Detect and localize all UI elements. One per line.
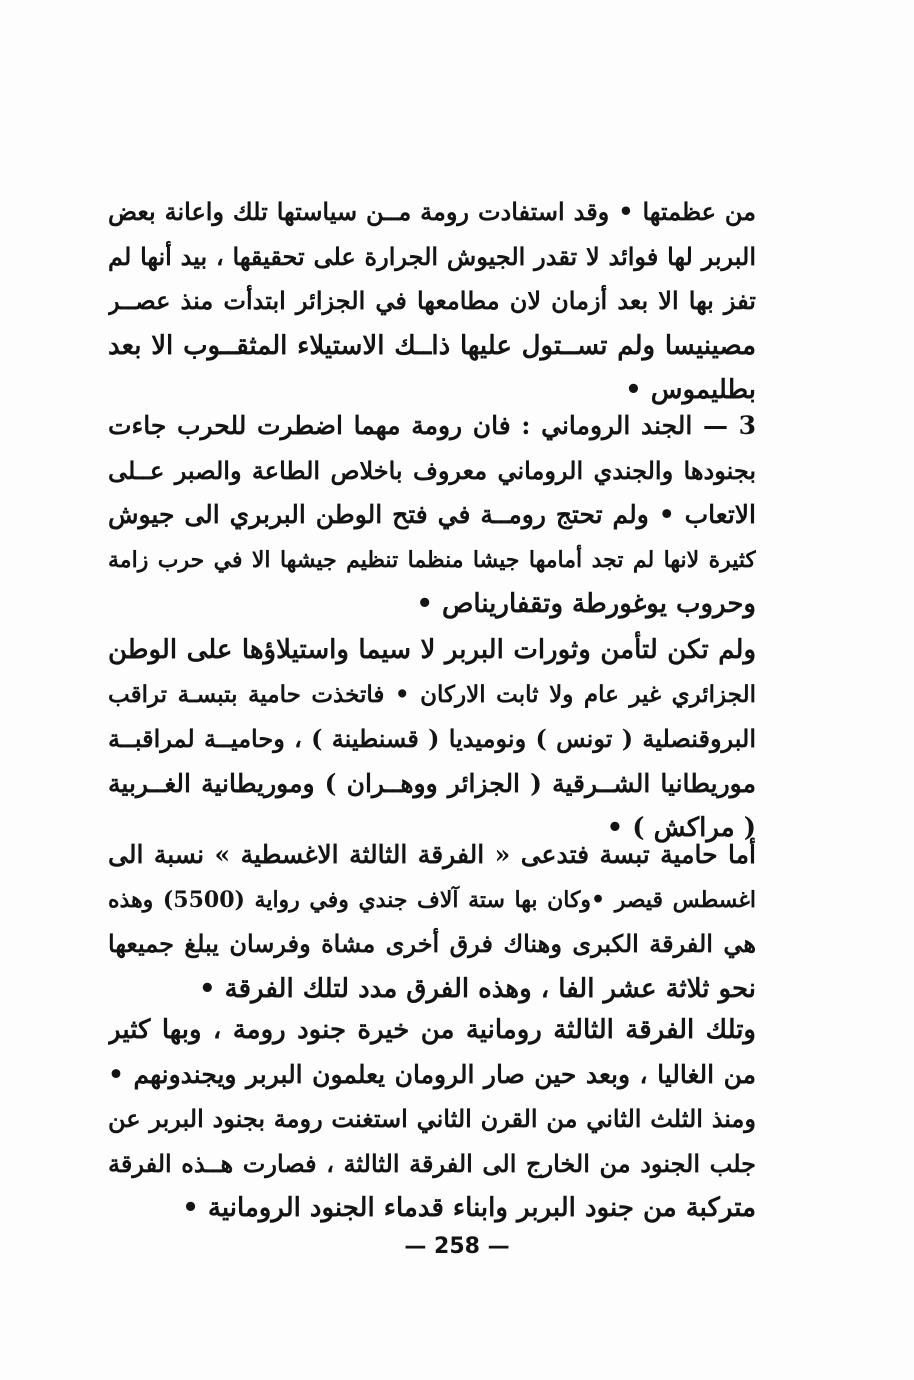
text-line: البروقنصلية ( تونس ) ونوميديا ( قسنطينة ) ، وحاميــة لمراقبــة [108,724,756,753]
text-line: موريطانيا الشــرقية ( الجزائر ووهــران ) وموريطانية الغــربية [108,768,756,798]
text-line: وحروب يوغورطة وتقفاريناص • [416,589,756,619]
text-line: بطليموس • [625,375,756,405]
text-line: كثيرة لانها لم تجد أمامها جيشا منظما تنظيم جيشها الا في حرب زامة [108,546,756,573]
paragraph-5 [108,1008,756,1231]
text-line: 3 — الجند الروماني : فان رومة مهما اضطرت للحرب جاءت [108,411,756,440]
text-line: جلب الجنود من الخارج الى الفرقة الثالثة ، فصارت هــذه الفرقة [108,1148,756,1178]
text-line: الاتعاب • ولم تحتج رومــة في فتح الوطن البربري الى جيوش [108,500,756,529]
paragraph-2 [108,404,756,627]
text-line: الجزائري غير عام ولا ثابت الاركان • فاتخذت حامية بتبسـة تراقب [108,680,756,708]
text-line: ومنذ الثلث الثاني من القرن الثاني استغنت رومة بجنود البربر عن [108,1104,756,1133]
text-line: مصينيسا ولم تســتول عليها ذاــك الاستيلاء المثقــوب الا بعد [108,330,756,361]
text-line: أما حامية تبسة فتدعى « الفرقة الثالثة الاغسطية » نسبة الى [108,840,756,869]
text-line: وتلك الفرقة الثالثة رومانية من خيرة جنود رومة ، وبها كثير [108,1015,756,1045]
text-line: نحو ثلاثة عشر الفا ، وهذه الفرق مدد لتلك الفرقة • [199,973,756,1004]
paragraph-3 [108,628,756,851]
text-line: بجنودها والجندي الروماني معروف باخلاص الطاعة والصبر عــلى [108,455,756,485]
text-line: من عظمتها • وقد استفادت رومة مــن سياستها تلك واعانة بعض [108,197,756,226]
text-line: تفز بها الا بعد أزمان لان مطامعها في الجزائر ابتدأت منذ عصــر [108,286,756,315]
text-line: ( مراكش ) • [606,813,756,843]
paragraph-1 [108,190,756,413]
text-line: البربر لها فوائد لا تقدر الجيوش الجرارة على تحقيقها ، بيد أنها لم [108,241,756,271]
text-line: متركبة من جنود البربر وابناء قدماء الجنود الرومانية • [182,1193,756,1223]
text-line: اغسطس قيصر •وكان بها ستة آلاف جندي وفي رواية (5500) وهذه [108,886,756,913]
text-line: هي الفرقة الكبرى وهناك فرق أخرى مشاة وفرسان يبلغ جميعها [108,929,756,958]
text-line: ولم تكن لتأمن وثورات البربر لا سيما واستيلاؤها على الوطن [108,635,756,665]
page-number: — 258 — [404,1234,510,1259]
paragraph-4 [108,833,756,1011]
text-line: من الغاليا ، وبعد حين صار الرومان يعلمون البربر ويجندونهم • [108,1059,756,1089]
